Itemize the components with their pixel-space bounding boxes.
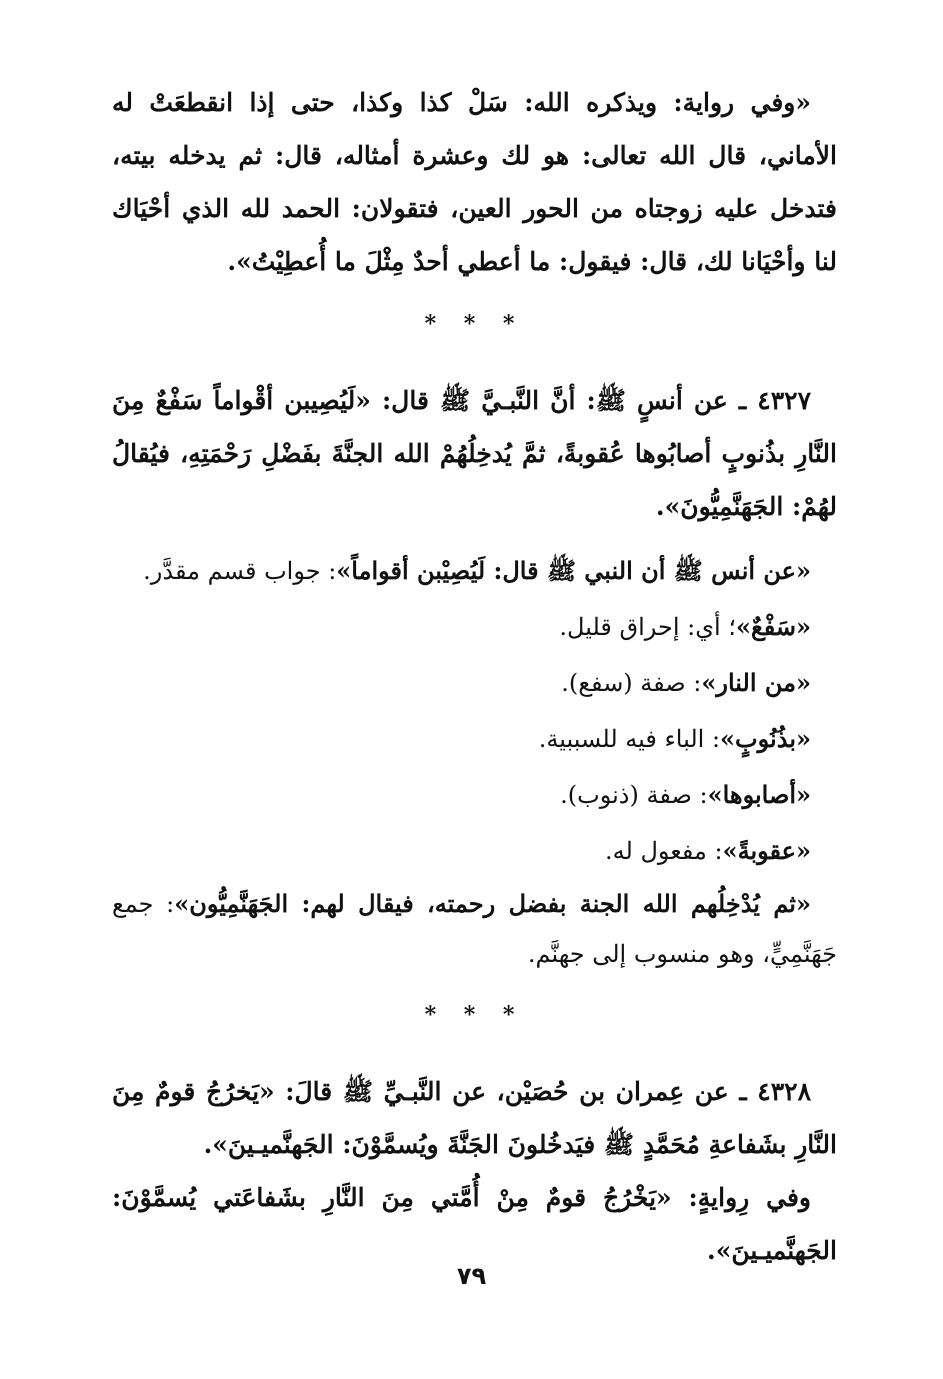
section-separator: * * *: [424, 311, 525, 337]
commentary-value: : صفة (سفع).: [561, 669, 702, 697]
commentary-key: «أصابوها»: [707, 780, 811, 809]
hadith-4328: ٤٣٢٨ ـ عن عِمران بن حُصَيْن، عن النَّبـيِّ ﷺ قالَ: «يَخرُجُ قومٌ مِنَ النَّارِ بشَفاعةِ مُحَمَّدٍ ﷺ فيَدخُلونَ الجَنَّةَ ويُسمَّوْنَ: الجَهنَّميـينَ».: [112, 1077, 837, 1159]
commentary-item: [112, 543, 837, 599]
commentary-value: : جواب قسم مقدَّر.: [143, 557, 337, 585]
hadith-4327: ٤٣٢٧ ـ عن أنسٍ ﷺ: أنَّ النَّبـيَّ ﷺ قال: «لَيُصِيبن أقْواماً سَفْعٌ مِنَ النَّارِ بذُنوبٍ أصابُوها عُقوبةً، ثمَّ يُدخِلُهُمْ الله الجنَّةَ بفَضْلِ رَحْمَتِهِ، فيُقالُ لهُمْ: الجَهَنَّمِيُّونَ».: [112, 386, 837, 521]
page-number: ٧٩: [456, 1262, 487, 1290]
commentary-value: : الباء فيه للسببية.: [538, 725, 721, 753]
hadith-4328-variant: وفي رِوايةٍ: «يَخْرُجُ قومٌ مِنْ أُمَّتي مِنَ النَّارِ بشَفاعَتي يُسمَّوْنَ: الجَهنَّميـينَ».: [112, 1183, 837, 1265]
commentary-item: [112, 711, 837, 767]
commentary-item: [112, 823, 837, 879]
commentary-value: : صفة (ذنوب).: [560, 781, 708, 809]
commentary-key: «عن أنس ﷺ أن النبي ﷺ قال: لَيُصِيْبن أقواماً»: [336, 556, 811, 585]
commentary-item: [112, 599, 837, 655]
commentary-item: [112, 879, 837, 979]
commentary-block: [112, 543, 837, 979]
intro-paragraph: «وفي رواية: ويذكره الله: سَلْ كذا وكذا، حتى إذا انقطعَتْ له الأماني، قال الله تعالى: هو لك وعشرة أمثاله، قال: ثم يدخله بيته، فتدخل عليه زوجتاه من الحور العين، فتقولان: الحمد لله الذي أحْيَاك لنا وأحْيَانا لك، قال: فيقول: ما أعطي أحدٌ مِثْلَ ما أُعطِيْتُ».: [112, 88, 837, 276]
commentary-item: [112, 767, 837, 823]
commentary-item: [112, 655, 837, 711]
commentary-key: «ثم يُدْخِلُهم الله الجنة بفضل رحمته، فيقال لهم: الجَهَنَّمِيُّون»: [174, 889, 811, 918]
commentary-value: : جمع جَهَنَّمِيٍّ، وهو منسوب إلى جهنَّم.: [112, 890, 837, 968]
commentary-key: «سَفْعٌ»: [735, 612, 811, 641]
commentary-value: : مفعول له.: [605, 837, 723, 865]
commentary-value: ؛ أي: إحراق قليل.: [559, 613, 736, 641]
commentary-key: «من النار»: [701, 668, 811, 697]
commentary-key: «عقوبةً»: [722, 836, 811, 865]
commentary-key: «بذُنُوبٍ»: [720, 724, 811, 753]
section-separator: * * *: [424, 1002, 525, 1028]
page-content: [112, 76, 837, 1277]
